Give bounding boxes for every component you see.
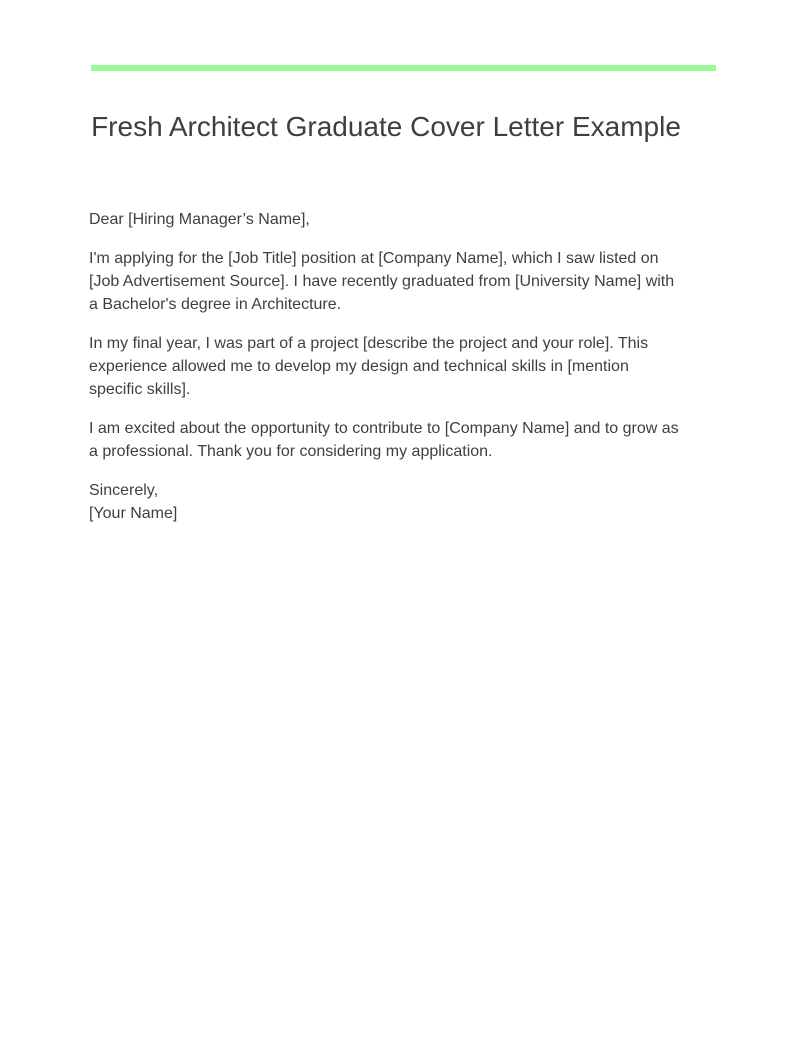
signoff	[89, 479, 685, 525]
closing-text: Sincerely,	[89, 482, 159, 499]
page-title: Fresh Architect Graduate Cover Letter Example	[91, 111, 681, 142]
signature: [Your Name]	[89, 505, 178, 522]
paragraph-project: In my final year, I was part of a project [describe the project and your role]. This experience allowed me to develop my design and technical skills in [mention specific skills].	[89, 335, 649, 398]
letter-body	[89, 208, 685, 541]
salutation: Dear [Hiring Manager’s Name],	[89, 211, 310, 228]
paragraph-closing: I am excited about the opportunity to contribute to [Company Name] and to grow as a professional. Thank you for considering my application.	[89, 420, 679, 460]
accent-bar	[91, 65, 716, 71]
paragraph-intro: I'm applying for the [Job Title] position at [Company Name], which I saw listed on [Job Advertisement Source]. I have recently graduated from [University Name] with a Bachelor's degree in Architecture.	[89, 250, 675, 313]
